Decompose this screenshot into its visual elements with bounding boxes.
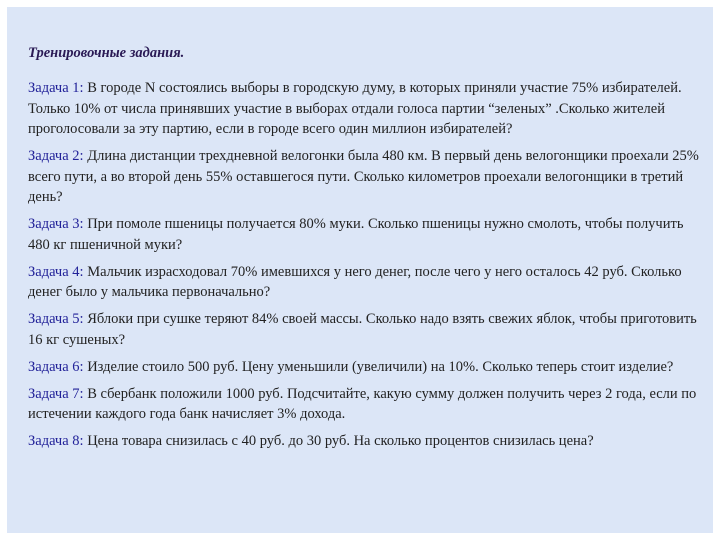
task-label: Задача 7:: [28, 385, 84, 402]
task-text: Длина дистанции трехдневной велогонки была 480 км. В первый день велогонщики проехали 25% всего пути, а во второй день 55% оставшегося пути. Сколько километров проехали велогонщики в третий день?: [28, 148, 699, 205]
task-text: Мальчик израсходовал 70% имевшихся у него денег, после чего у него осталось 42 руб. Сколько денег было у мальчика первоначально?: [28, 263, 682, 300]
task-label: Задача 1:: [28, 80, 84, 96]
page-title: Тренировочные задания.: [28, 45, 185, 61]
task-text: В сбербанк положили 1000 руб. Подсчитайте, какую сумму должен получить через 2 года, если по истечении каждого года банк начисляет 3% дохода.: [28, 385, 697, 422]
slide: [7, 7, 713, 533]
task-3: [28, 214, 700, 255]
task-4: [28, 262, 700, 303]
task-1: [28, 78, 700, 140]
task-label: Задача 8:: [28, 433, 84, 449]
task-7: [28, 384, 700, 425]
task-label: Задача 4:: [28, 263, 84, 280]
task-label: Задача 2:: [28, 148, 84, 164]
task-text: Яблоки при сушке теряют 84% своей массы. Сколько надо взять свежих яблок, чтобы приготовить 16 кг сушеных?: [28, 311, 697, 348]
task-8: [28, 431, 700, 452]
task-6: [28, 357, 700, 378]
task-text: В городе N состоялись выборы в городскую думу, в которых приняли участие 75% избирателей. Только 10% от числа принявших участие в выборах отдали голоса партии “зеленых” .Сколько жителей проголосовали за эту партию, если в городе всего один миллион избирателей?: [28, 80, 682, 137]
task-label: Задача 6:: [28, 358, 84, 375]
task-label: Задача 3:: [28, 216, 84, 232]
task-text: Изделие стоило 500 руб. Цену уменьшили (увеличили) на 10%. Сколько теперь стоит изделие?: [87, 358, 674, 375]
task-text: При помоле пшеницы получается 80% муки. Сколько пшеницы нужно смолоть, чтобы получить 480 кг пшеничной муки?: [28, 216, 684, 253]
task-2: [28, 146, 700, 208]
content: [28, 43, 700, 458]
task-text: Цена товара снизилась с 40 руб. до 30 руб. На сколько процентов снизилась цена?: [87, 433, 594, 449]
task-5: [28, 309, 700, 350]
task-label: Задача 5:: [28, 311, 84, 327]
